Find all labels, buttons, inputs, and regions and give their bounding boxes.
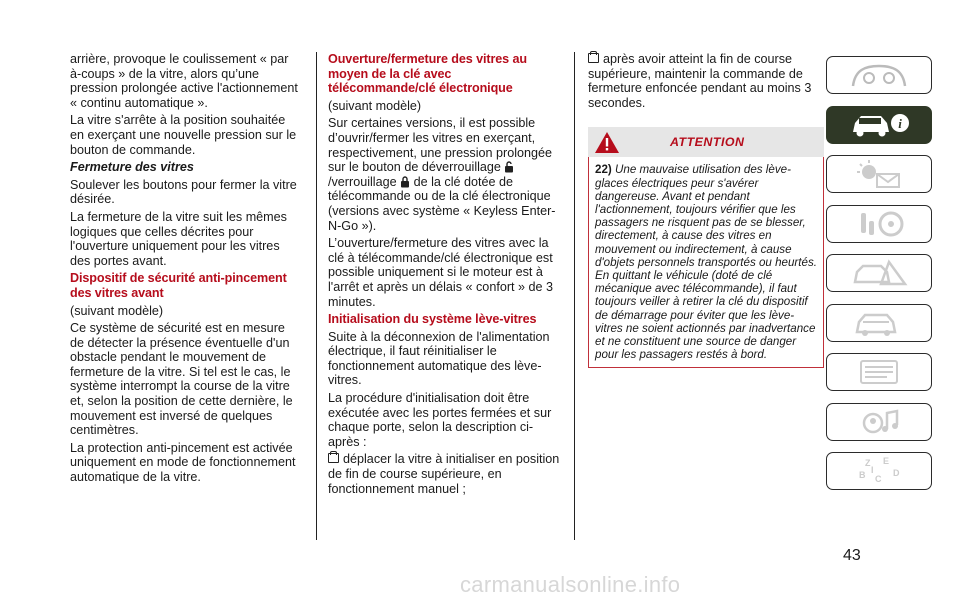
paragraph: Soulever les boutons pour fermer la vitre désirée. bbox=[70, 177, 297, 207]
note-number: 22) bbox=[595, 163, 612, 177]
page-number: 43 bbox=[843, 547, 861, 564]
svg-text:C: C bbox=[875, 474, 882, 484]
paragraph: La procédure d'initialisation doit être exécutée avec les portes fermées et sur chaque porte, selon la description ci-après : bbox=[328, 391, 552, 449]
paragraph: L’ouverture/fermeture des vitres avec la clé à télécommande/clé électronique est possible uniquement si le moteur est à l'arrêt et après un délais « confort » de 3 minutes. bbox=[328, 236, 554, 309]
attention-banner bbox=[588, 127, 824, 157]
init-heading: Initialisation du système lève-vitres bbox=[328, 312, 537, 327]
bullet-icon bbox=[328, 453, 339, 463]
paragraph: La vitre s'arrête à la position souhaitée en exerçant une nouvelle pression sur le bouton de commande. bbox=[70, 113, 297, 157]
tab-car-info[interactable] bbox=[826, 106, 932, 144]
warning-triangle-icon bbox=[594, 131, 620, 154]
list-item-text: après avoir atteint la fin de course supérieure, maintenir la commande de fermeture enfoncée pendant au moins 3 secondes. bbox=[588, 52, 812, 110]
svg-text:I: I bbox=[871, 465, 874, 475]
tab-specifications[interactable] bbox=[826, 353, 932, 391]
svg-text:E: E bbox=[883, 456, 890, 466]
paragraph-text: /verrouillage bbox=[328, 174, 397, 189]
text-column-2 bbox=[328, 52, 560, 499]
car-maintenance-icon bbox=[847, 308, 911, 338]
car-breakdown-icon bbox=[847, 258, 911, 288]
multimedia-icon bbox=[847, 407, 911, 437]
tab-safety[interactable] bbox=[826, 205, 932, 243]
paragraph: Ce système de sécurité est en mesure de détecter la présence éventuelle d'un obstacle pendant le mouvement de fermeture de la vitre. Si tel est le cas, le système interrompt la course de la vitre et, selon la position de cette dernière, le mouvement est inversé de quelques centimètres. bbox=[70, 321, 293, 438]
paragraph: (suivant modèle) bbox=[70, 303, 164, 318]
tab-dashboard[interactable] bbox=[826, 56, 932, 94]
paragraph bbox=[328, 116, 560, 233]
svg-text:D: D bbox=[893, 468, 900, 478]
tab-index[interactable] bbox=[826, 452, 932, 490]
paragraph: (suivant modèle) bbox=[328, 98, 422, 113]
tab-warning-lights[interactable] bbox=[826, 155, 932, 193]
attention-box bbox=[588, 157, 824, 368]
unlock-icon bbox=[504, 161, 514, 173]
warning-lights-icon bbox=[847, 159, 911, 189]
text-column-3 bbox=[588, 52, 824, 368]
bullet-icon bbox=[588, 53, 599, 63]
column-divider bbox=[316, 52, 317, 540]
svg-text:i: i bbox=[898, 115, 902, 131]
steering-wheel-icon bbox=[847, 209, 911, 239]
list-item bbox=[328, 452, 560, 496]
lock-icon bbox=[400, 176, 410, 188]
text-column-1 bbox=[70, 52, 302, 488]
tab-maintenance[interactable] bbox=[826, 304, 932, 342]
paragraph: Suite à la déconnexion de l'alimentation électrique, il faut réinitialiser le fonctionnement automatique des lève-vitres. bbox=[328, 329, 550, 388]
column-divider bbox=[574, 52, 575, 540]
paragraph: La protection anti-pincement est activée uniquement en mode de fonctionnement automatique de la vitre. bbox=[70, 440, 296, 485]
chapter-tabs bbox=[826, 56, 934, 502]
alphabetical-index-icon bbox=[847, 456, 911, 486]
list-item bbox=[588, 52, 824, 110]
car-dashboard-icon bbox=[847, 60, 911, 90]
safety-heading: Dispositif de sécurité anti-pincement des vitres avant bbox=[70, 271, 287, 300]
attention-title: ATTENTION bbox=[670, 135, 745, 150]
watermark: carmanualsonline.info bbox=[460, 572, 681, 597]
paragraph-text: Sur certaines versions, il est possible d’ouvrir/fermer les vitres en exerçant, respectivement, une pression prolongée sur le bouton de déverrouillage bbox=[328, 116, 553, 175]
paragraph-text: de la clé dotée de télécommande ou de la clé électronique (versions avec système « Keyless Enter-N-Go »). bbox=[328, 174, 556, 233]
specifications-list-icon bbox=[847, 357, 911, 387]
closing-heading: Fermeture des vitres bbox=[70, 160, 194, 175]
svg-text:B: B bbox=[859, 470, 866, 480]
paragraph: arrière, provoque le coulissement « par à-coups » de la vitre, alors qu’une pression prolongée active l'actionnement « continu automatique ». bbox=[70, 52, 298, 110]
tab-breakdown[interactable] bbox=[826, 254, 932, 292]
remote-heading: Ouverture/fermeture des vitres au moyen de la clé avec télécommande/clé électronique bbox=[328, 52, 527, 96]
list-item-text: déplacer la vitre à initialiser en position de fin de course supérieure, en fonctionnement manuel ; bbox=[328, 452, 560, 496]
attention-text: Une mauvaise utilisation des lève-glaces électriques peur s'avérer dangereuse. Avant et pendant l'actionnement, toujours vérifier que les passagers ne risquent pas de se blesser, directement, à cause des vitres en mouvement ou indirectement, à cause d'objets personnels transportés ou heurtés. En quittant le véhicule (doté de clé mécanique avec télécommande), il faut toujours veiller à retirer la clé du dispositif de démarrage pour éviter que les lève-vitres ne soient actionnés par inadvertance et ne constituent une source de danger pour les passagers restés à bord. bbox=[595, 163, 817, 362]
svg-text:Z: Z bbox=[865, 458, 871, 468]
paragraph: La fermeture de la vitre suit les mêmes logiques que celles décrites pour l'ouverture uniquement pour les vitres des portes avant. bbox=[70, 209, 287, 268]
car-info-icon bbox=[847, 110, 911, 140]
tab-multimedia[interactable] bbox=[826, 403, 932, 441]
